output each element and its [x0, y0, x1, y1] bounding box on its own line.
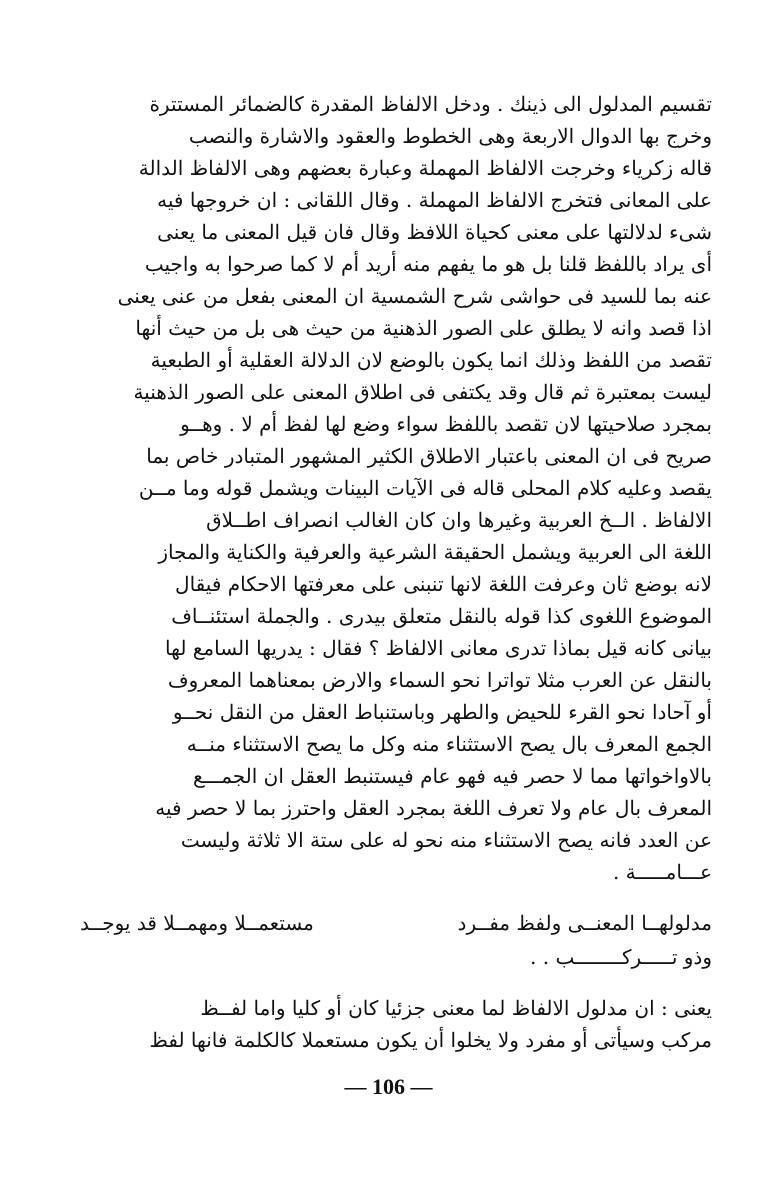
- verse-line-1: [80, 906, 712, 940]
- verse-line-2: [80, 940, 712, 974]
- text-line: تقسيم المدلول الى ذينك . ودخل الالفاظ المقدرة كالضمائر المستترة: [149, 92, 712, 116]
- text-line: بالاواخواتها مما لا حصر فيه فهو عام فيستنبط العقل ان الجمـــع: [192, 764, 712, 788]
- text-line: اذا قصد وانه لا يطلق على الصور الذهنية من حيث هى بل من حيث أنها: [135, 316, 712, 340]
- text-line: يعنى : ان مدلول الالفاظ لما معنى جزئيا كان أو كليا واما لفــظ: [200, 996, 712, 1020]
- verse-hemistich-left: مستعمــلا ومهمــلا قد يوجــد: [80, 911, 314, 935]
- body-text: [80, 88, 712, 888]
- text-line: على المعانى فتخرج الالفاظ المهملة . وقال اللقانى : ان خروجها فيه: [157, 188, 712, 212]
- verse-hemistich-right: مدلولهــا المعنــى ولفظ مفــرد: [457, 911, 712, 935]
- text-line: عـــامـــــة .: [612, 860, 712, 884]
- text-line: تقصد من اللفظ وذلك انما يكون بالوضع لان الدلالة العقلية أو الطبعية: [150, 348, 712, 372]
- text-line: عن العدد فانه يصح الاستثناء منه نحو له على ستة الا ثلاثة وليست: [180, 828, 712, 852]
- text-line: عنه بما للسيد فى حواشى شرح الشمسية ان المعنى بفعل من عنى يعنى: [117, 284, 712, 308]
- verse-hemistich-right: وذو تـــــركــــــــب . .: [530, 945, 712, 969]
- text-line: يقصد وعليه كلام المحلى قاله فى الآيات البينات ويشمل قوله وما مــن: [138, 476, 712, 500]
- text-line: مركب وسيأتى أو مفرد ولا يخلوا أن يكون مستعملا كالكلمة فانها لفظ: [149, 1028, 712, 1052]
- text-line: بالنقل عن العرب مثلا تواترا نحو السماء والارض بمعناهما المعروف: [167, 668, 712, 692]
- text-line: بيانى كانه قيل بماذا تدرى معانى الالفاظ ؟ فقال : يدريها السامع لها: [165, 636, 712, 660]
- text-line: وخرج بها الدوال الاربعة وهى الخطوط والعقود والاشارة والنصب: [188, 124, 712, 148]
- text-line: شىء لدلالتها على معنى كحياة اللافظ وقال فان قيل المعنى ما يعنى: [157, 220, 712, 244]
- text-line: الجمع المعرف بال يصح الاستثناء منه وكل ما يصح الاستثناء منــه: [186, 732, 712, 756]
- text-line: المعرف بال عام ولا تعرف اللغة بمجرد العقل واحترز بما لا حصر فيه: [155, 796, 712, 820]
- text-line: أى يراد باللفظ قلنا بل هو ما يفهم منه أريد أم لا كما صرحوا به واجيب: [144, 252, 712, 276]
- text-line: اللغة الى العربية ويشمل الحقيقة الشرعية والعرفية والكناية والمجاز: [158, 540, 712, 564]
- text-line: بمجرد صلاحيتها لان تقصد باللفظ سواء وضع لها لفظ أم لا . وهــو: [180, 412, 712, 436]
- text-line: صريح فى ان المعنى باعتبار الاطلاق الكثير المشهور المتبادر خاص بما: [146, 444, 712, 468]
- text-line: أو آحادا نحو القرء للحيض والطهر وباستنباط العقل من النقل نحــو: [172, 700, 712, 724]
- spacer: [80, 974, 712, 992]
- spacer: [80, 888, 712, 906]
- text-line: الموضوع اللغوى كذا قوله بالنقل متعلق بيدرى . والجملة استئنــاف: [171, 604, 712, 628]
- text-line: لانه بوضع ثان وعرفت اللغة لانها تنبنى على معرفتها الاحكام فيقال: [175, 572, 712, 596]
- page-number: — 106 —: [344, 1074, 433, 1099]
- text-line: قاله زكرياء وخرجت الالفاظ المهملة وعبارة بعضهم وهى الالفاظ الدالة: [138, 156, 712, 180]
- commentary-text: [80, 992, 712, 1056]
- verse-block: [80, 906, 712, 974]
- page-text: [80, 88, 712, 1056]
- text-line: ليست بمعتبرة ثم قال وقد يكتفى فى اطلاق المعنى على الصور الذهنية: [133, 380, 712, 404]
- text-line: الالفاظ . الــخ العربية وغيرها وان كان الغالب انصراف اطــلاق: [206, 508, 712, 532]
